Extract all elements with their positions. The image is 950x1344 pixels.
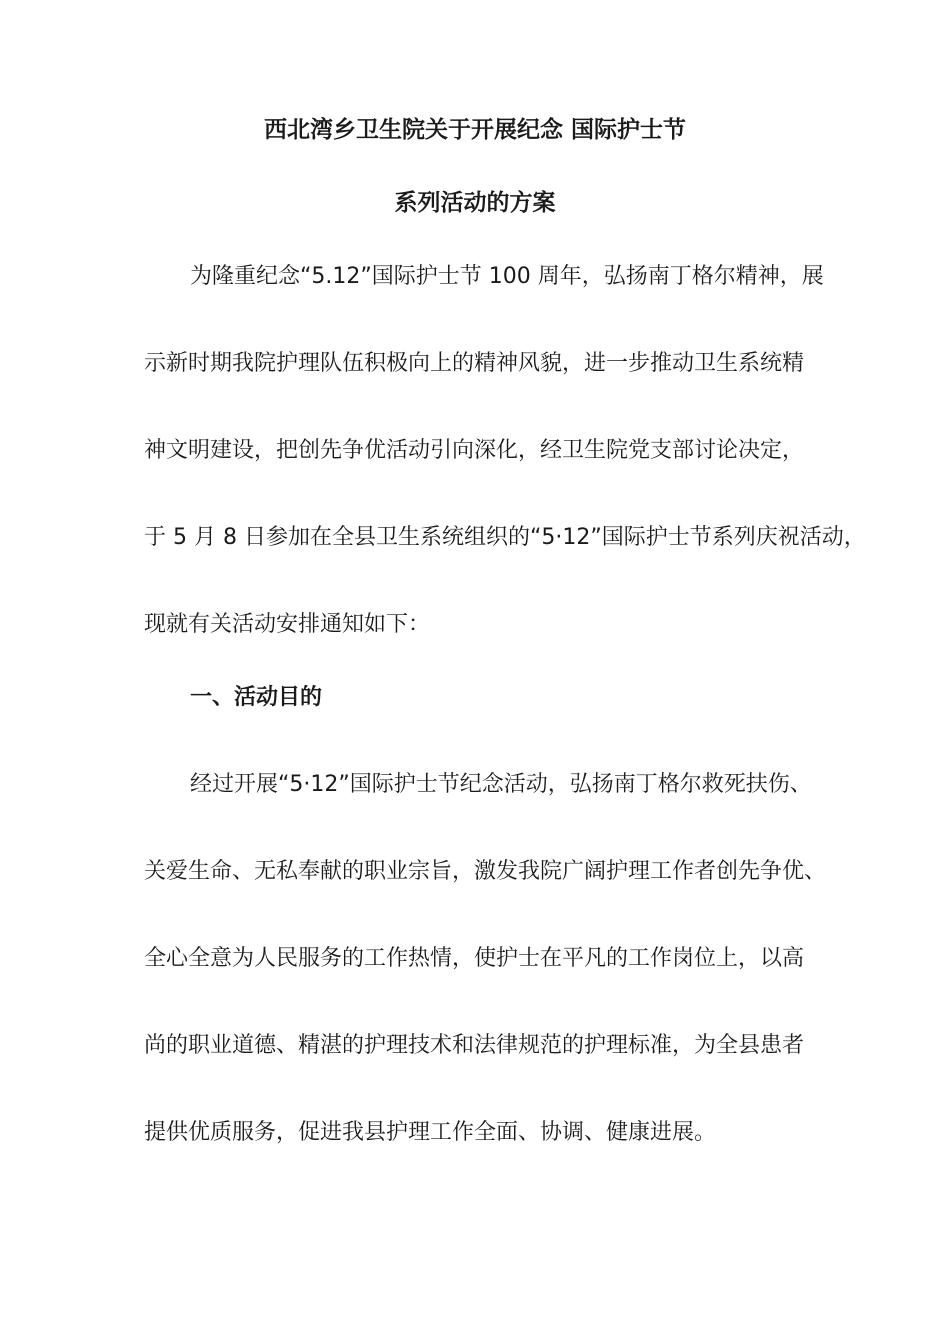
- purpose-paragraph-line: 全心全意为人民服务的工作热情，使护士在平凡的工作岗位上，以高: [144, 946, 805, 971]
- section-heading-purpose: 一、活动目的: [190, 685, 323, 710]
- intro-paragraph-line: 神文明建设，把创先争优活动引向深化，经卫生院党支部讨论决定，: [144, 438, 805, 463]
- intro-paragraph-line: 现就有关活动安排通知如下：: [144, 612, 431, 637]
- intro-paragraph-line: 为隆重纪念“5.12”国际护士节 100 周年，弘扬南丁格尔精神，展: [190, 264, 824, 289]
- intro-paragraph-line: 示新时期我院护理队伍积极向上的精神风貌，进一步推动卫生系统精: [144, 351, 805, 376]
- document-title-line-1: 西北湾乡卫生院关于开展纪念 国际护士节: [263, 117, 686, 143]
- purpose-paragraph-line: 尚的职业道德、精湛的护理技术和法律规范的护理标准，为全县患者: [144, 1033, 805, 1058]
- purpose-paragraph-line: 经过开展“5·12”国际护士节纪念活动，弘扬南丁格尔救死扶伤、: [190, 772, 812, 797]
- intro-paragraph-line: 于 5 月 8 日参加在全县卫生系统组织的“5·12”国际护士节系列庆祝活动，: [144, 525, 866, 550]
- document-title-line-2: 系列活动的方案: [394, 190, 556, 216]
- purpose-paragraph-line: 提供优质服务，促进我县护理工作全面、协调、健康进展。: [144, 1120, 717, 1145]
- purpose-paragraph-line: 关爱生命、无私奉献的职业宗旨，激发我院广阔护理工作者创先争优、: [144, 859, 827, 884]
